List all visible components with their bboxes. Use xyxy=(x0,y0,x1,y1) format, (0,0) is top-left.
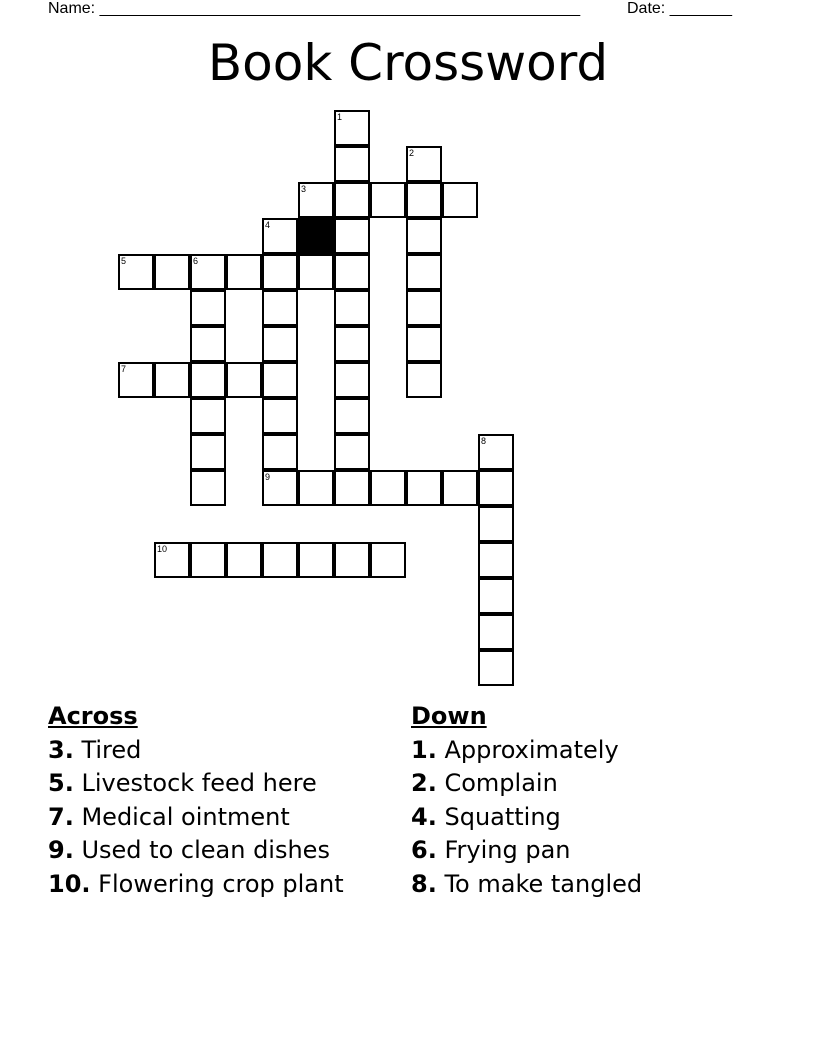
crossword-cell[interactable] xyxy=(478,614,514,650)
crossword-cell[interactable] xyxy=(298,254,334,290)
crossword-cell[interactable] xyxy=(406,326,442,362)
crossword-cell[interactable] xyxy=(262,398,298,434)
across-clue-9 xyxy=(48,834,344,868)
crossword-cell[interactable] xyxy=(406,218,442,254)
crossword-cell[interactable] xyxy=(190,398,226,434)
crossword-cell[interactable] xyxy=(154,542,190,578)
crossword-cell[interactable] xyxy=(226,542,262,578)
down-clue-8 xyxy=(411,868,642,902)
down-clue-6 xyxy=(411,834,642,868)
crossword-cell[interactable] xyxy=(190,290,226,326)
cell-number: 7 xyxy=(121,364,127,374)
clue-text: Medical ointment xyxy=(81,802,290,831)
crossword-cell[interactable] xyxy=(334,254,370,290)
clue-number: 7. xyxy=(48,802,74,831)
crossword-cell[interactable] xyxy=(262,326,298,362)
clue-text: Approximately xyxy=(444,735,619,764)
crossword-cell[interactable] xyxy=(118,362,154,398)
crossword-cell[interactable] xyxy=(406,362,442,398)
crossword-cell[interactable] xyxy=(262,434,298,470)
crossword-cell[interactable] xyxy=(334,146,370,182)
across-clues xyxy=(48,700,344,901)
clue-text: Tired xyxy=(81,735,142,764)
down-clues xyxy=(411,700,642,901)
crossword-cell[interactable] xyxy=(442,182,478,218)
crossword-cell[interactable] xyxy=(334,218,370,254)
crossword-cell[interactable] xyxy=(334,434,370,470)
crossword-cell[interactable] xyxy=(442,470,478,506)
crossword-cell[interactable] xyxy=(262,290,298,326)
crossword-cell[interactable] xyxy=(478,650,514,686)
clue-number: 9. xyxy=(48,836,74,864)
clue-number: 4. xyxy=(411,802,437,831)
crossword-cell[interactable] xyxy=(334,290,370,326)
crossword-cell[interactable] xyxy=(406,290,442,326)
cell-number: 1 xyxy=(337,112,343,122)
crossword-cell[interactable] xyxy=(190,542,226,578)
across-clue-10 xyxy=(48,868,344,902)
crossword-cell[interactable] xyxy=(334,182,370,218)
clue-number: 10. xyxy=(48,869,91,898)
crossword-cell[interactable] xyxy=(478,542,514,578)
crossword-cell[interactable] xyxy=(370,470,406,506)
crossword-cell[interactable] xyxy=(226,362,262,398)
crossword-block xyxy=(298,218,334,254)
crossword-cell[interactable] xyxy=(478,578,514,614)
crossword-cell[interactable] xyxy=(190,470,226,506)
cell-number: 9 xyxy=(265,472,271,482)
crossword-cell[interactable] xyxy=(262,470,298,506)
crossword-cell[interactable] xyxy=(226,254,262,290)
cell-number: 10 xyxy=(157,544,168,554)
across-heading: Across xyxy=(48,702,138,730)
crossword-cell[interactable] xyxy=(190,434,226,470)
crossword-cell[interactable] xyxy=(334,398,370,434)
down-clue-4 xyxy=(411,801,642,835)
cell-number: 2 xyxy=(409,148,415,158)
crossword-cell[interactable] xyxy=(406,146,442,182)
crossword-cell[interactable] xyxy=(406,254,442,290)
crossword-cell[interactable] xyxy=(478,506,514,542)
clue-number: 2. xyxy=(411,769,437,797)
crossword-cell[interactable] xyxy=(478,434,514,470)
name-field-label[interactable]: Name: ______________________________________________________ xyxy=(48,0,581,17)
crossword-cell[interactable] xyxy=(154,362,190,398)
crossword-cell[interactable] xyxy=(370,542,406,578)
down-heading: Down xyxy=(411,702,487,730)
across-clue-3 xyxy=(48,734,344,768)
crossword-cell[interactable] xyxy=(298,470,334,506)
crossword-cell[interactable] xyxy=(262,542,298,578)
crossword-cell[interactable] xyxy=(190,362,226,398)
crossword-cell[interactable] xyxy=(118,254,154,290)
crossword-cell[interactable] xyxy=(406,182,442,218)
clue-text: Squatting xyxy=(444,802,561,831)
clue-number: 8. xyxy=(411,869,437,898)
crossword-cell[interactable] xyxy=(262,218,298,254)
clue-text: Livestock feed here xyxy=(81,769,317,797)
crossword-cell[interactable] xyxy=(334,362,370,398)
clue-text: To make tangled xyxy=(444,869,643,898)
clue-number: 5. xyxy=(48,769,74,797)
crossword-cell[interactable] xyxy=(334,326,370,362)
crossword-cell[interactable] xyxy=(334,542,370,578)
crossword-cell[interactable] xyxy=(334,470,370,506)
crossword-cell[interactable] xyxy=(298,542,334,578)
date-field-label[interactable]: Date: _______ xyxy=(627,0,732,17)
down-clue-2 xyxy=(411,767,642,801)
crossword-cell[interactable] xyxy=(406,470,442,506)
crossword-cell[interactable] xyxy=(154,254,190,290)
crossword-cell[interactable] xyxy=(334,110,370,146)
across-clue-5 xyxy=(48,767,344,801)
clue-text: Flowering crop plant xyxy=(98,869,344,898)
cell-number: 4 xyxy=(265,220,271,230)
down-clue-1 xyxy=(411,734,642,768)
crossword-cell[interactable] xyxy=(190,326,226,362)
clue-text: Frying pan xyxy=(444,836,571,864)
crossword-cell[interactable] xyxy=(262,254,298,290)
clue-number: 3. xyxy=(48,735,74,764)
across-clue-7 xyxy=(48,801,344,835)
clue-number: 6. xyxy=(411,836,437,864)
crossword-cell[interactable] xyxy=(298,182,334,218)
page-title: Book Crossword xyxy=(207,34,609,92)
crossword-cell[interactable] xyxy=(478,470,514,506)
clue-number: 1. xyxy=(411,735,437,764)
clue-text: Used to clean dishes xyxy=(81,836,330,864)
crossword-cell[interactable] xyxy=(190,254,226,290)
cell-number: 3 xyxy=(301,184,307,194)
crossword-cell[interactable] xyxy=(370,182,406,218)
cell-number: 5 xyxy=(121,256,127,266)
clue-text: Complain xyxy=(444,769,558,797)
cell-number: 8 xyxy=(481,436,487,446)
cell-number: 6 xyxy=(193,256,199,266)
crossword-cell[interactable] xyxy=(262,362,298,398)
